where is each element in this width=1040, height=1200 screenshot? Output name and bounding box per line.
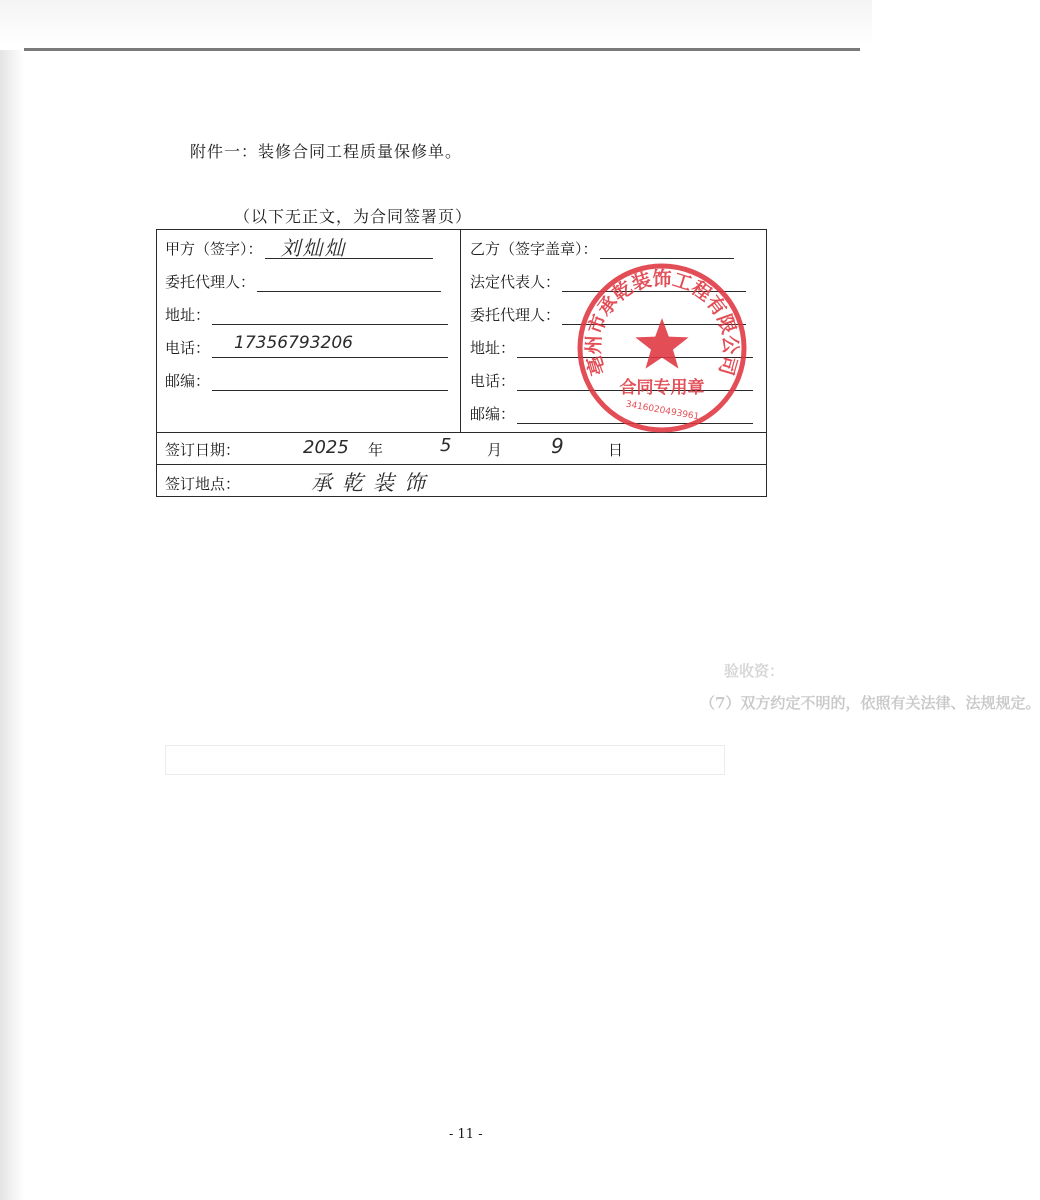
party-b-signature-label: 乙方（签字盖章）： (470, 240, 598, 258)
attachment-title: 附件一：装修合同工程质量保修单。 (190, 142, 463, 161)
party-b-legal-rep-label: 法定代表人： (470, 273, 561, 291)
page-number: - 11 - (449, 1127, 483, 1142)
signing-place-label: 签订地点： (165, 475, 241, 493)
party-a-signature-field (165, 238, 433, 259)
party-a-phone-label: 电话： (165, 339, 211, 357)
party-b-address-label: 地址： (470, 339, 516, 357)
scan-left-shadow (0, 50, 24, 1200)
signing-month-handwriting: 5 (440, 435, 452, 456)
seal-purpose-text: 合同专用章 (619, 378, 705, 398)
signing-year-unit: 年 (368, 441, 384, 459)
signing-month-unit: 月 (487, 441, 503, 459)
party-a-address-label: 地址： (165, 306, 211, 324)
bleed-through-acceptance: 验收资： (724, 662, 785, 680)
signing-day-handwriting: 9 (551, 434, 564, 458)
party-b-signature-field (470, 238, 734, 259)
party-b-phone-label: 电话： (470, 372, 516, 390)
party-a-postcode-line (212, 370, 448, 391)
seal-company-arc-text: 亳州市承乾装饰工程有限公司 (582, 267, 742, 378)
scan-top-shadow (0, 0, 872, 46)
seal-star-icon (635, 318, 688, 369)
signing-place-row (165, 471, 435, 495)
party-a-phone-field (165, 333, 448, 358)
signing-year-handwriting: 2025 (303, 437, 349, 458)
party-a-signature-label: 甲方（签字）： (165, 240, 263, 258)
company-seal (576, 262, 748, 434)
signing-date-label: 签订日期： (165, 441, 241, 459)
party-a-address-field (165, 304, 448, 325)
party-b-agent-label: 委托代理人： (470, 306, 561, 324)
column-divider (460, 230, 461, 432)
signing-place-handwriting: 承乾装饰 (311, 471, 435, 495)
bleed-through-table (165, 745, 725, 775)
party-a-phone-line (212, 333, 448, 358)
party-a-postcode-field (165, 370, 448, 391)
signature-page-note: （以下无正文，为合同签署页） (234, 207, 473, 226)
seal-number-text: 3416020493961 (624, 399, 700, 423)
party-a-agent-field (165, 271, 441, 292)
party-a-agent-line (257, 271, 441, 292)
party-a-postcode-label: 邮编： (165, 372, 211, 390)
party-b-signature-line (600, 238, 734, 259)
row-divider-place (157, 464, 766, 465)
party-a-address-line (212, 304, 448, 325)
signing-date-row (165, 434, 624, 460)
signing-day-unit: 日 (608, 441, 624, 459)
party-a-agent-label: 委托代理人： (165, 273, 256, 291)
bleed-through-clause: （7）双方约定不明的，依照有关法律、法规规定。 (700, 694, 1040, 712)
party-a-signature-handwriting: 刘灿灿 (280, 236, 347, 260)
party-b-postcode-label: 邮编： (470, 405, 516, 423)
party-a-signature-line (265, 238, 433, 259)
party-a-phone-handwriting: 17356793206 (234, 333, 353, 353)
